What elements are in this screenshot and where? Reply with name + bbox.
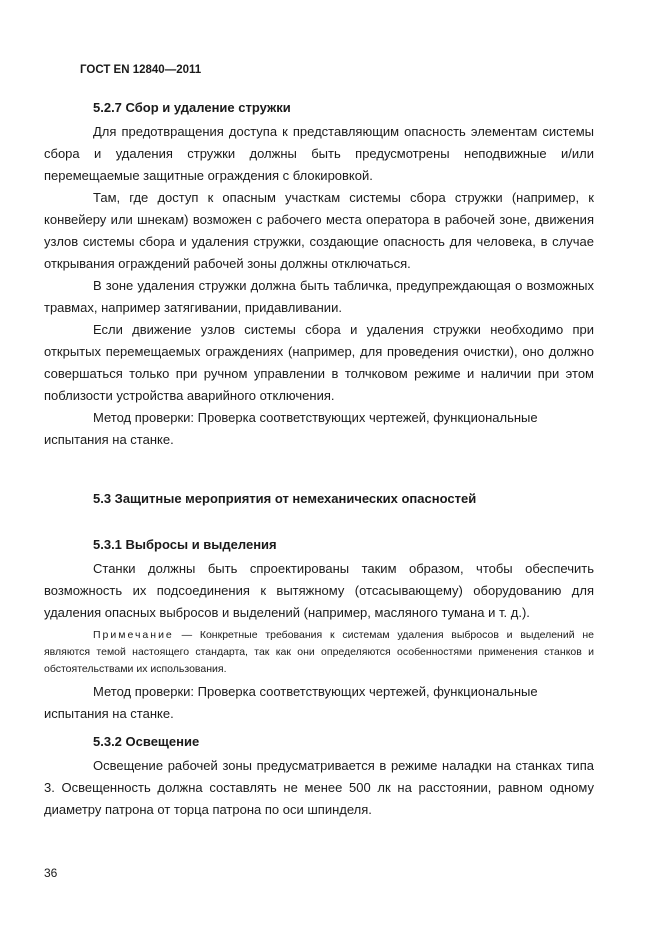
verification-method: Метод проверки: Проверка соответствующих чертежей, функциональные испытания на станке. bbox=[44, 684, 538, 721]
note-text: — Конкретные требования к системам удаления выбросов и выделений не являются темой настоящего стандарта, так как они определяются особенностями применения станков и обстоятельствами их использования. bbox=[44, 629, 594, 675]
section-5-3-1-heading: 5.3.1 Выбросы и выделения bbox=[93, 537, 277, 552]
section-5-2-7-body bbox=[44, 121, 594, 451]
paragraph: Если движение узлов системы сбора и удаления стружки необходимо при открытых перемещаемых ограждениях (например, для проведения очистки), оно должно совершаться только при ручном управлении в толчковом режиме и наличии при этом поблизости устройства аварийного отключения. bbox=[44, 322, 594, 403]
note-label: Примечание bbox=[93, 629, 174, 641]
paragraph: Для предотвращения доступа к представляющим опасность элементам системы сбора и удаления стружки должны быть предусмотрены неподвижные и/или перемещаемые защитные ограждения с блокировкой. bbox=[44, 124, 594, 183]
note bbox=[44, 627, 594, 678]
paragraph: Станки должны быть спроектированы таким образом, чтобы обеспечить возможность их подсоединения к вытяжному (отсасывающему) оборудованию для удаления опасных выбросов и выделений (например, масляного тумана и т. д.). bbox=[44, 561, 594, 620]
verification-method: Метод проверки: Проверка соответствующих чертежей, функциональные испытания на станке. bbox=[44, 410, 538, 447]
section-5-2-7-heading: 5.2.7 Сбор и удаление стружки bbox=[93, 100, 291, 115]
section-5-3-2-heading: 5.3.2 Освещение bbox=[93, 734, 200, 749]
section-5-3-heading: 5.3 Защитные мероприятия от немеханических опасностей bbox=[93, 491, 477, 506]
paragraph: Там, где доступ к опасным участкам системы сбора стружки (например, к конвейеру или шнекам) возможен с рабочего места оператора в рабочей зоне, движения узлов системы сбора и удаления стружки, создающие опасность для человека, в случае открывания ограждений рабочей зоны должны отключаться. bbox=[44, 190, 594, 271]
document-header: ГОСТ EN 12840—2011 bbox=[80, 64, 202, 76]
paragraph: В зоне удаления стружки должна быть табличка, предупреждающая о возможных травмах, например затягивании, придавливании. bbox=[44, 278, 594, 315]
section-5-3-2-body bbox=[44, 755, 594, 821]
section-5-3-1-body bbox=[44, 558, 594, 725]
paragraph: Освещение рабочей зоны предусматривается в режиме наладки на станках типа 3. Освещенность должна составлять не менее 500 лк на расстоянии, равном одному диаметру патрона от торца патрона по оси шпинделя. bbox=[44, 758, 594, 817]
page-number: 36 bbox=[44, 866, 58, 880]
